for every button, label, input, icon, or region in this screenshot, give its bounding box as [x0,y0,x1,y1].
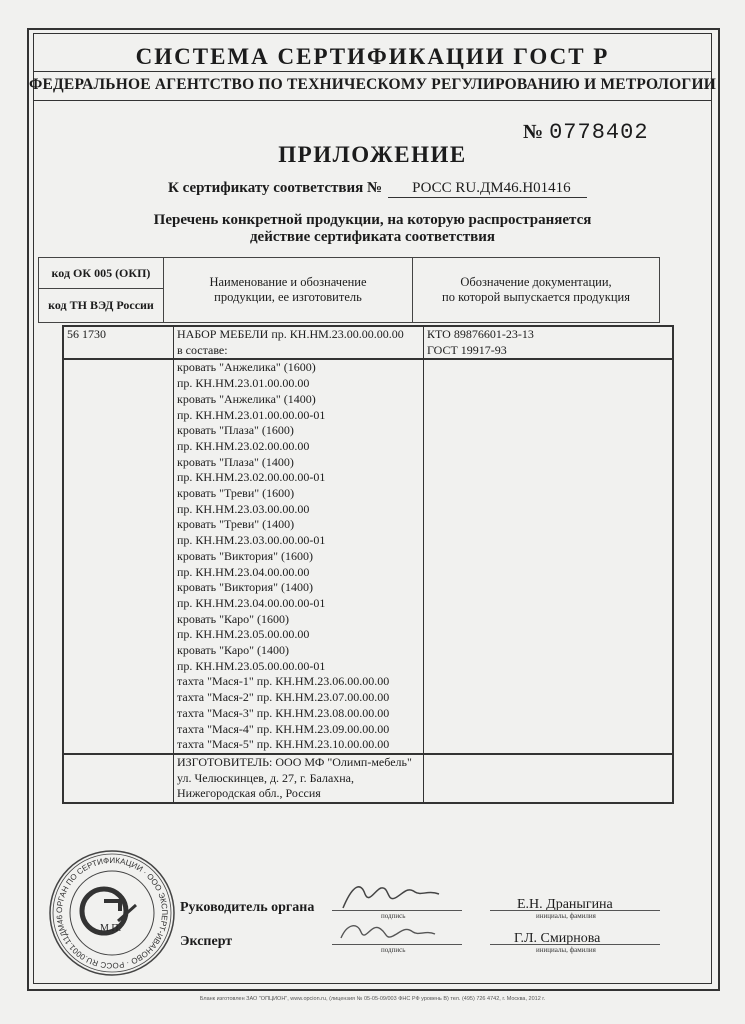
manufacturer-region: Нижегородская обл., Россия [177,786,321,801]
page-heading: ПРИЛОЖЕНИЕ [278,142,467,167]
product-item: пр. КН.НМ.23.05.00.00.00 [177,627,310,642]
product-set-cell [174,326,424,359]
description [0,212,745,246]
stamp-ring-text: ОРГАН ПО СЕРТИФИКАЦИИ · ООО ЭКСПЕРТ-ИВАНОВО · РОСС RU.0001.11ДМ46 [54,855,170,971]
product-item: кровать "Каро" (1400) [177,643,290,658]
product-item: пр. КН.НМ.23.02.00.00.00 [177,438,310,453]
serial-value: 0778402 [549,120,649,145]
doc-cell [424,326,674,359]
product-item: кровать "Виктория" (1600) [177,548,313,563]
code-cell: 56 1730 [63,326,174,359]
product-item: пр. КН.НМ.23.04.00.00.00 [177,564,310,579]
expert-signature-caption: подпись [381,946,406,954]
product-item: пр. КН.НМ.23.03.00.00.00 [177,501,310,516]
certificate-label: К сертификату соответствия № [168,180,383,196]
product-item: пр. КН.НМ.23.01.00.00.00 [177,376,310,391]
empty-doc-cell-2 [424,754,674,803]
empty-code-cell [63,359,174,754]
doc-tu: КТО 89876601-23-13 [427,327,534,341]
expert-signature [335,916,445,948]
head-name-caption: инициалы, фамилия [536,912,596,920]
product-item: кровать "Каро" (1600) [177,611,290,626]
product-item: пр. КН.НМ.23.01.00.00.00-01 [177,407,326,422]
product-item: тахта "Мася-4" пр. КН.НМ.23.09.00.00.00 [177,721,390,736]
expert-label: Эксперт [180,934,233,949]
product-item: пр. КН.НМ.23.04.00.00.00-01 [177,595,326,610]
seal-stamp [48,849,176,977]
product-item: тахта "Мася-2" пр. КН.НМ.23.07.00.00.00 [177,690,390,705]
empty-doc-cell [424,359,674,754]
description-line-1: Перечень конкретной продукции, на которую распространяется [153,212,592,228]
head-signature-caption: подпись [381,912,406,920]
description-line-2: действие сертификата соответствия [249,229,496,245]
doc-column-header [413,258,660,323]
certificate-number: РОСС RU.ДМ46.Н01416 [388,180,587,198]
doc-gost: ГОСТ 19917-93 [427,342,507,357]
header-table [38,257,660,323]
certificate-line [168,180,587,198]
serial-prefix: № [523,121,544,143]
product-item: тахта "Мася-1" пр. КН.НМ.23.06.00.00.00 [177,674,390,689]
doc-column-header-line-1: Обозначение документации, [460,275,612,289]
head-name: Е.Н. Драныгина [517,897,613,912]
code-okp-header: код ОК 005 (ОКП) [39,258,164,289]
product-item: кровать "Треви" (1400) [177,517,295,532]
product-item: пр. КН.НМ.23.02.00.00.00-01 [177,470,326,485]
product-item: кровать "Плаза" (1600) [177,423,294,438]
items-cell [174,359,424,754]
form-footer: Бланк изготовлен ЗАО "ОПЦИОН", www.opcion.ru, (лицензия № 05-05-09/003 ФНС РФ уровень В) тел. (495) 726 4742, г. Москва, 2012 г. [199,996,546,1002]
product-item: кровать "Плаза" (1400) [177,454,294,469]
expert-name-line [490,944,660,945]
product-item: тахта "Мася-5" пр. КН.НМ.23.10.00.00.00 [177,737,390,752]
manufacturer-address: ул. Челюскинцев, д. 27, г. Балахна, [177,770,355,785]
serial-number [523,118,649,145]
product-item: пр. КН.НМ.23.05.00.00.00-01 [177,658,326,673]
manufacturer-cell [174,754,424,803]
stamp-center-text: М.П. [100,923,122,934]
divider-top [33,71,712,72]
product-table [62,325,674,804]
product-column-header [164,258,413,323]
head-label: Руководитель органа [180,900,315,915]
product-column-header-line-1: Наименование и обозначение [209,275,367,289]
expert-name-caption: инициалы, фамилия [536,946,596,954]
product-item: кровать "Треви" (1600) [177,486,295,501]
product-set-name: НАБОР МЕБЕЛИ пр. КН.НМ.23.00.00.00.00 [177,327,404,341]
product-set-composition: в составе: [177,342,228,357]
head-name-line [490,910,660,911]
product-item: пр. КН.НМ.23.03.00.00.00-01 [177,533,326,548]
code-tnved-header: код ТН ВЭД России [39,289,164,323]
system-title: СИСТЕМА СЕРТИФИКАЦИИ ГОСТ Р [135,44,610,69]
doc-column-header-line-2: по которой выпускается продукция [442,290,630,304]
expert-name: Г.Л. Смирнова [514,931,601,946]
product-item: кровать "Анжелика" (1400) [177,391,316,406]
head-signature [335,880,445,914]
product-column-header-line-2: продукции, ее изготовитель [214,290,362,304]
product-item: кровать "Анжелика" (1600) [177,360,316,375]
manufacturer-name: ИЗГОТОВИТЕЛЬ: ООО МФ "Олимп-мебель" [177,754,412,769]
product-item: тахта "Мася-3" пр. КН.НМ.23.08.00.00.00 [177,705,390,720]
agency-subtitle: ФЕДЕРАЛЬНОЕ АГЕНТСТВО ПО ТЕХНИЧЕСКОМУ РЕГУЛИРОВАНИЮ И МЕТРОЛОГИИ [28,76,717,93]
empty-code-cell-2 [63,754,174,803]
divider-bottom [33,100,712,101]
product-item: кровать "Виктория" (1400) [177,580,313,595]
items-list [177,360,420,753]
